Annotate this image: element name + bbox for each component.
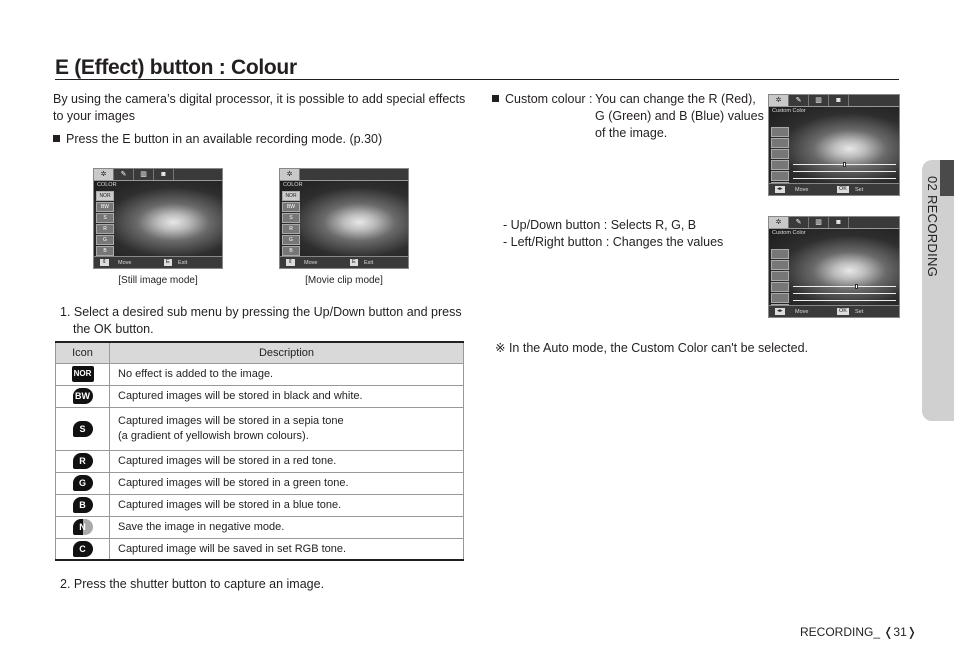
blue-slider — [793, 178, 896, 179]
screen-bottombar — [94, 256, 222, 268]
menu-item: BW — [96, 202, 114, 212]
menu-item — [771, 149, 789, 159]
menu-item — [771, 249, 789, 259]
blue-icon: B — [73, 497, 93, 513]
table-header — [56, 342, 464, 363]
menu-item: R — [282, 224, 300, 234]
menu-item — [771, 271, 789, 281]
screen-tabbar — [769, 95, 899, 107]
step-2: 2. Press the shutter button to capture an image. — [60, 577, 325, 591]
camera-tab-icon: ◙ — [829, 95, 849, 106]
footer-label: RECORDING_ — [800, 625, 881, 639]
row-desc: Captured images will be stored in a green tone. — [110, 472, 464, 494]
chapter-label-text: 02 RECORDING — [925, 176, 940, 278]
set-label: Set — [855, 187, 864, 193]
leftright-instruction: - Left/Right button : Changes the values — [503, 235, 724, 249]
right-bracket-icon: ❭ — [906, 625, 917, 639]
ok-key: OK — [839, 186, 847, 192]
menu-item: S — [96, 213, 114, 223]
sepia-icon: S — [73, 421, 93, 437]
film-tab-icon: ▥ — [809, 217, 829, 228]
page-number: 31 — [893, 625, 907, 639]
menu-item — [771, 282, 789, 292]
updown-key-icon: ⇕ — [102, 259, 107, 265]
negative-icon: N — [73, 519, 93, 535]
square-bullet-icon — [53, 135, 60, 142]
custom-line-3: of the image. — [595, 126, 668, 140]
sharp-tab-icon: ✎ — [789, 95, 809, 106]
effect-menu — [96, 191, 114, 257]
custom-colour-desc — [595, 91, 765, 142]
press-e-instruction — [53, 131, 473, 148]
chapter-label — [924, 176, 942, 286]
row-desc: No effect is added to the image. — [110, 363, 464, 385]
table-row — [56, 538, 464, 560]
row-desc — [110, 407, 464, 450]
menu-item — [771, 127, 789, 137]
exit-label: Exit — [364, 260, 374, 266]
slider-knob — [855, 284, 858, 289]
movie-mode-screen — [279, 168, 409, 269]
still-mode-screen — [93, 168, 223, 269]
screen-bottombar — [280, 256, 408, 268]
move-label: Move — [118, 260, 132, 266]
row-desc: Captured image will be saved in set RGB tone. — [110, 538, 464, 560]
intro-text: By using the camera’s digital processor, it is possible to add special effects to your images — [53, 92, 466, 123]
rgb-sliders — [793, 283, 896, 303]
custom-colour-label — [492, 91, 593, 108]
nor-icon: NOR — [72, 366, 94, 382]
table-row — [56, 450, 464, 472]
menu-item — [771, 293, 789, 303]
row-desc-line2: (a gradient of yellowish brown colours). — [118, 429, 309, 442]
step-1: 1. Select a desired sub menu by pressing the Up/Down button and press the OK button. — [60, 305, 462, 336]
move-label: Move — [795, 309, 809, 315]
red-slider — [793, 286, 896, 287]
custom-line-2: G (Green) and B (Blue) values — [595, 109, 764, 123]
color-menu-label: COLOR — [97, 182, 117, 188]
menu-item: BW — [282, 202, 300, 212]
effect-menu — [282, 191, 300, 257]
custom-color-screen-1 — [768, 94, 900, 196]
screen-bottombar — [769, 305, 899, 317]
slider-knob — [843, 162, 846, 167]
custom-color-screen-2 — [768, 216, 900, 318]
header-description: Description — [110, 342, 464, 363]
still-caption: [Still image mode] — [118, 275, 198, 286]
page-title: E (Effect) button : Colour — [55, 56, 297, 79]
custom-line-1: You can change the R (Red), — [595, 92, 756, 106]
auto-mode-note: ※ In the Auto mode, the Custom Color can't be selected. — [495, 341, 809, 355]
move-label: Move — [304, 260, 318, 266]
menu-item — [771, 138, 789, 148]
custom-color-label: Custom Color — [772, 108, 806, 114]
effect-tab-icon: ✲ — [280, 169, 300, 180]
table-row — [56, 472, 464, 494]
row-desc-line1: Captured images will be stored in a sepia tone — [118, 414, 344, 427]
camera-tab-icon: ◙ — [154, 169, 174, 180]
exit-label: Exit — [178, 260, 188, 266]
color-menu-label: COLOR — [283, 182, 303, 188]
table-row — [56, 363, 464, 385]
row-desc: Captured images will be stored in black and white. — [110, 385, 464, 407]
menu-item: NOR — [96, 191, 114, 201]
effect-tab-icon: ✲ — [769, 217, 789, 228]
e-key: E — [166, 259, 170, 265]
custom-color-icon: C — [73, 541, 93, 557]
menu-item — [771, 160, 789, 170]
ok-key: OK — [839, 308, 847, 314]
camera-tab-icon: ◙ — [829, 217, 849, 228]
updown-instruction: - Up/Down button : Selects R, G, B — [503, 218, 697, 232]
page-footer — [800, 625, 917, 639]
menu-item: R — [96, 224, 114, 234]
screen-tabbar — [280, 169, 408, 181]
screen-tabbar — [94, 169, 222, 181]
left-bracket-icon: ❬ — [883, 625, 894, 639]
row-desc: Captured images will be stored in a red tone. — [110, 450, 464, 472]
menu-item: B — [282, 246, 300, 256]
square-bullet-icon — [492, 95, 499, 102]
sharp-tab-icon: ✎ — [114, 169, 134, 180]
blue-slider — [793, 300, 896, 301]
effect-tab-icon: ✲ — [94, 169, 114, 180]
menu-item: B — [96, 246, 114, 256]
menu-item: NOR — [282, 191, 300, 201]
set-label: Set — [855, 309, 864, 315]
table-row — [56, 494, 464, 516]
table-row — [56, 516, 464, 538]
screen-bottombar — [769, 183, 899, 195]
menu-item: G — [282, 235, 300, 245]
effect-table — [55, 341, 464, 561]
e-key: E — [352, 259, 356, 265]
screen-tabbar — [769, 217, 899, 229]
green-slider — [793, 293, 896, 294]
updown-key-icon: ⇕ — [288, 259, 293, 265]
row-desc: Captured images will be stored in a blue tone. — [110, 494, 464, 516]
custom-colour-title: Custom colour : — [505, 92, 593, 106]
leftright-key-icon: ◂▸ — [777, 308, 783, 314]
move-label: Move — [795, 187, 809, 193]
film-tab-icon: ▥ — [809, 95, 829, 106]
green-icon: G — [73, 475, 93, 491]
menu-item: S — [282, 213, 300, 223]
row-desc: Save the image in negative mode. — [110, 516, 464, 538]
leftright-key-icon: ◂▸ — [777, 186, 783, 192]
menu-item — [771, 171, 789, 181]
movie-caption: [Movie clip mode] — [305, 275, 383, 286]
sharp-tab-icon: ✎ — [789, 217, 809, 228]
green-slider — [793, 171, 896, 172]
film-tab-icon: ▥ — [134, 169, 154, 180]
header-icon: Icon — [56, 342, 110, 363]
table-row — [56, 407, 464, 450]
table-row — [56, 385, 464, 407]
effect-tab-icon: ✲ — [769, 95, 789, 106]
red-icon: R — [73, 453, 93, 469]
press-e-text: Press the E button in an available recording mode. (p.30) — [66, 132, 383, 146]
custom-color-label: Custom Color — [772, 230, 806, 236]
bw-icon: BW — [73, 388, 93, 404]
menu-item: G — [96, 235, 114, 245]
title-rule — [55, 79, 899, 80]
rgb-sliders — [793, 161, 896, 181]
chapter-tab-marker — [940, 160, 954, 196]
menu-item — [771, 260, 789, 270]
